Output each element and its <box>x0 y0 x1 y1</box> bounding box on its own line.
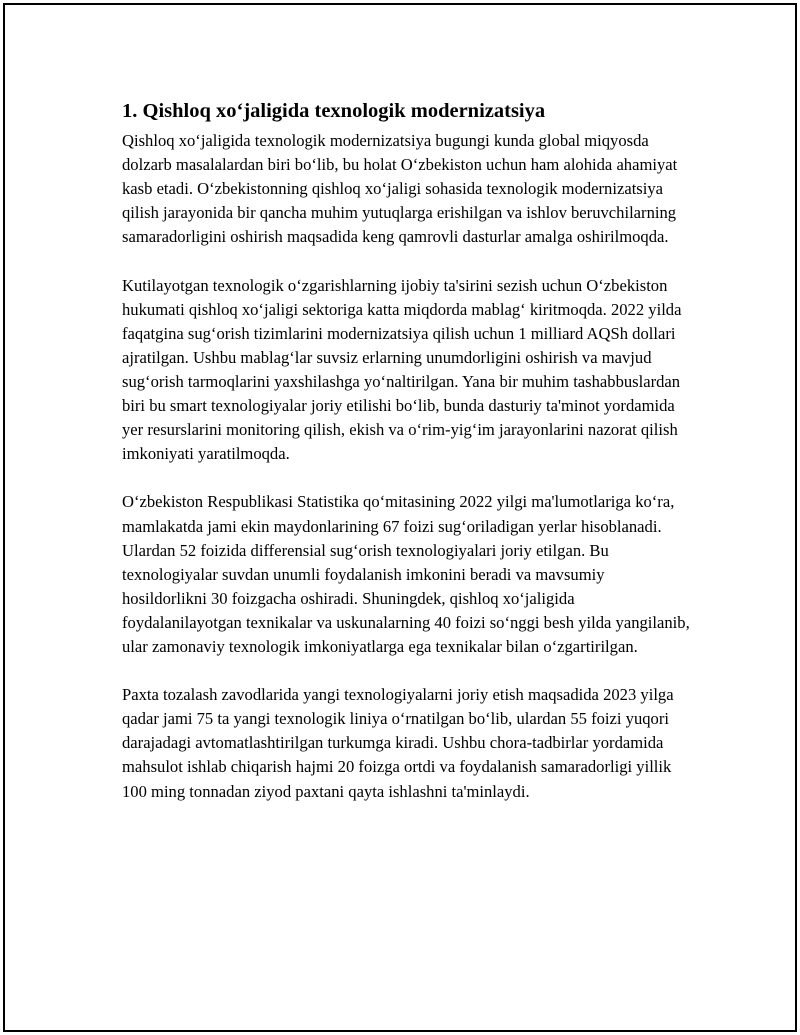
page-border <box>3 3 797 1032</box>
paragraph-1: Qishloq xo‘jaligida texnologik modernizatsiya bugungi kunda global miqyosda dolzarb masalalardan biri bo‘lib, bu holat O‘zbekiston uchun ham alohida ahamiyat kasb etadi. O‘zbekistonning qishloq xo‘jaligi sohasida texnologik modernizatsiya qilish jarayonida bir qancha muhim yutuqlarga erishilgan va ishlov beruvchilarning samaradorligini oshirish maqsadida keng qamrovli dasturlar amalga oshirilmoqda. <box>122 131 678 247</box>
section-heading: 1. Qishloq xo‘jaligida texnologik modernizatsiya <box>122 100 546 122</box>
paragraph-2: Kutilayotgan texnologik o‘zgarishlarning ijobiy ta'sirini sezish uchun O‘zbekiston hukumati qishloq xo‘jaligi sektoriga katta miqdorda mablag‘ kiritmoqda. 2022 yilda faqatgina sug‘orish tizimlarini modernizatsiya qilish uchun 1 milliard AQSh dollari ajratilgan. Ushbu mablag‘lar suvsiz erlarning unumdorligini oshirish va mavjud sug‘orish tarmoqlarini yaxshilashga yo‘naltirilgan. Yana bir muhim tashabbuslardan biri bu smart texnologiyalar joriy etilishi bo‘lib, bunda dasturiy ta'minot yordamida yer resurslarini monitoring qilish, ekish va o‘rim-yig‘im jarayonlarini nazorat qilish imkoniyati yaratilmoqda. <box>122 275 682 464</box>
document-body <box>122 97 692 828</box>
paragraph-3: O‘zbekiston Respublikasi Statistika qo‘mitasining 2022 yilgi ma'lumotlariga ko‘ra, mamlakatda jami ekin maydonlarining 67 foizi sug‘oriladigan yerlar hisoblanadi. Ulardan 52 foizida differensial sug‘orish texnologiyalari joriy etilgan. Bu texnologiyalar suvdan unumli foydalanish imkonini beradi va mavsumiy hosildorlikni 30 foizgacha oshiradi. Shuningdek, qishloq xo‘jaligida foydalanilayotgan texnikalar va uskunalarning 40 foizi so‘nggi besh yilda yangilanib, ular zamonaviy texnologik imkoniyatlarga ega texnikalar bilan o‘zgartirilgan. <box>122 492 690 656</box>
paragraph-4: Paxta tozalash zavodlarida yangi texnologiyalarni joriy etish maqsadida 2023 yilga qadar jami 75 ta yangi texnologik liniya o‘rnatilgan bo‘lib, ulardan 55 foizi yuqori darajadagi avtomatlashtirilgan turkumga kiradi. Ushbu chora-tadbirlar yordamida mahsulot ishlab chiqarish hajmi 20 foizga ortdi va foydalanish samaradorligi yillik 100 ming tonnadan ziyod paxtani qayta ishlashni ta'minlaydi. <box>122 685 674 801</box>
